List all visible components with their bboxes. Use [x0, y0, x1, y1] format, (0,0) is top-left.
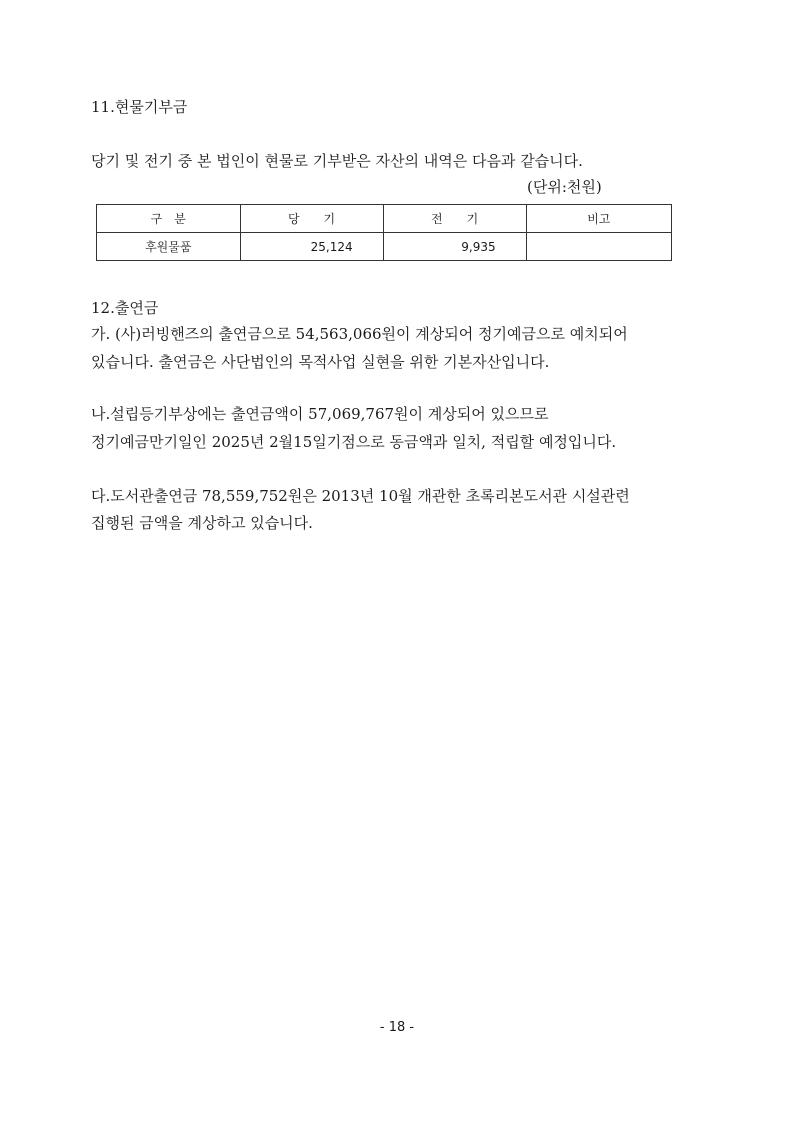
paragraph-na-line: 정기예금만기일인 2025년 2월15일기점으로 동금액과 일치, 적립할 예정입니다. — [91, 433, 617, 451]
table-cell-item: 후원물품 — [97, 233, 241, 261]
table-header-row — [97, 205, 672, 233]
paragraph-ga-line: 가. (사)러빙핸즈의 출연금으로 54,563,066원이 계상되어 정기예금으로 예치되어 — [91, 325, 628, 343]
paragraph-da-line: 다.도서관출연금 78,559,752원은 2013년 10월 개관한 초록리본도서관 시설관련 — [91, 487, 630, 505]
table-header: 전 기 — [383, 205, 526, 233]
paragraph-ga-line: 있습니다. 출연금은 사단법인의 목적사업 실현을 위한 기본자산입니다. — [91, 353, 550, 371]
table-header: 비고 — [526, 205, 671, 233]
table-header: 구 분 — [97, 205, 241, 233]
page-number: - 18 - — [379, 1020, 415, 1035]
table-cell-note — [526, 233, 671, 261]
unit-label: (단위:천원) — [527, 178, 602, 196]
table-row — [97, 233, 672, 261]
table-cell-current: 25,124 — [240, 233, 383, 261]
table-cell-prior: 9,935 — [383, 233, 526, 261]
paragraph-da-line: 집행된 금액을 계상하고 있습니다. — [91, 514, 313, 532]
section-11-heading: 11.현물기부금 — [91, 98, 188, 116]
in-kind-donation-table — [96, 204, 672, 261]
paragraph-na-line: 나.설립등기부상에는 출연금액이 57,069,767원이 계상되어 있으므로 — [91, 405, 549, 423]
section-11-intro: 당기 및 전기 중 본 법인이 현물로 기부받은 자산의 내역은 다음과 같습니다. — [91, 152, 583, 170]
table-header: 당 기 — [240, 205, 383, 233]
section-12-heading: 12.출연금 — [91, 299, 159, 317]
